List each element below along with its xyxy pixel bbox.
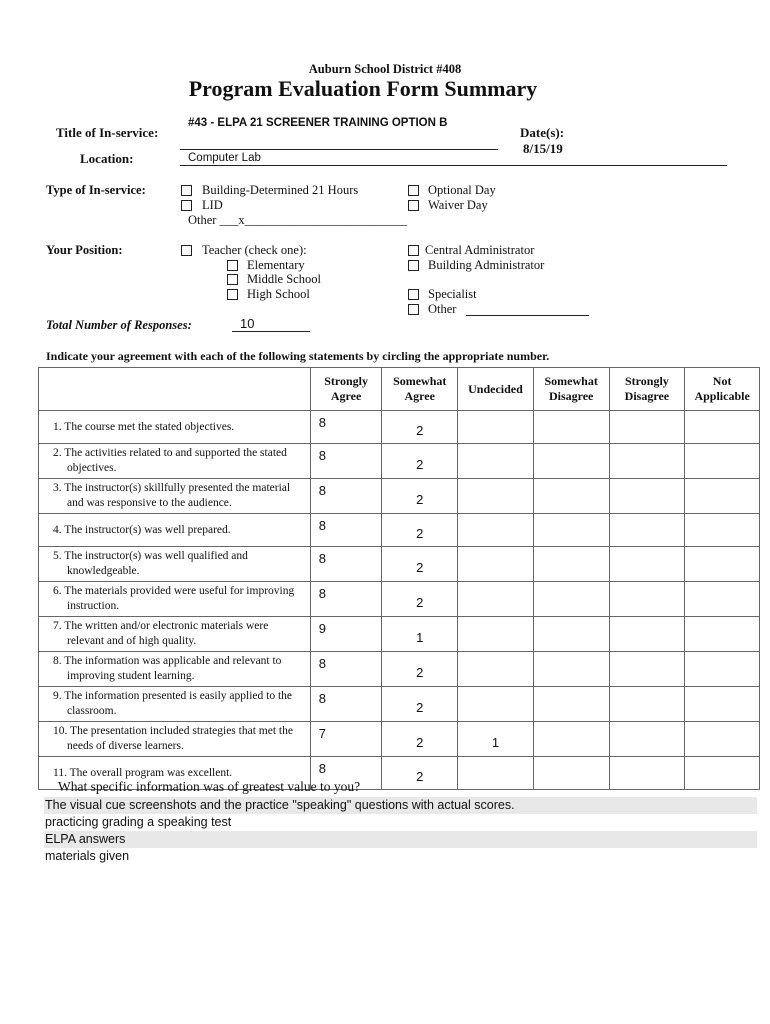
- somewhat-disagree-count: [533, 617, 609, 652]
- title-underline: [180, 149, 498, 150]
- undecided-count: [458, 547, 534, 582]
- strongly-disagree-count: [609, 757, 685, 790]
- position-middle-school: Middle School: [247, 272, 321, 286]
- statement-text: 7. The written and/or electronic materials were relevant and of high quality.: [53, 620, 269, 647]
- evaluation-table: [38, 367, 760, 790]
- responses-label: Total Number of Responses:: [46, 318, 192, 332]
- strongly-disagree-count: [609, 411, 685, 444]
- not-applicable-count: [685, 722, 760, 757]
- not-applicable-count: [685, 444, 760, 479]
- strongly-disagree-count: [609, 722, 685, 757]
- statement-text: 9. The information presented is easily applied to the classroom.: [53, 690, 292, 717]
- strongly-disagree-count: [609, 514, 685, 547]
- statement-text: 6. The materials provided were useful for improving instruction.: [53, 585, 295, 612]
- header-somewhat-disagree: Somewhat Disagree: [533, 368, 609, 411]
- somewhat-disagree-count: [533, 722, 609, 757]
- strongly-agree-count: 8: [310, 687, 382, 722]
- position-high-school: High School: [247, 287, 310, 301]
- table-row: [39, 582, 760, 617]
- checkbox-other-position[interactable]: [408, 304, 419, 315]
- somewhat-disagree-count: [533, 652, 609, 687]
- somewhat-disagree-count: [533, 479, 609, 514]
- statement-text: 1. The course met the stated objectives.: [53, 420, 235, 433]
- somewhat-disagree-count: [533, 687, 609, 722]
- checkbox-waiver-day[interactable]: [408, 200, 419, 211]
- somewhat-agree-count: 2: [382, 722, 458, 757]
- statement-cell: [39, 444, 311, 479]
- checkbox-specialist[interactable]: [408, 289, 419, 300]
- strongly-agree-count: 8: [310, 757, 382, 790]
- checkbox-optional-day[interactable]: [408, 185, 419, 196]
- not-applicable-count: [685, 547, 760, 582]
- header-strongly-disagree: Strongly Disagree: [609, 368, 685, 411]
- table-row: [39, 444, 760, 479]
- undecided-count: 1: [458, 722, 534, 757]
- statement-text: 2. The activities related to and supported the stated objectives.: [53, 447, 287, 474]
- checkbox-building-admin[interactable]: [408, 260, 419, 271]
- header-somewhat-agree: Somewhat Agree: [382, 368, 458, 411]
- responses-underline: [232, 331, 310, 332]
- open-question: What specific information was of greatest value to you?: [58, 779, 361, 794]
- statement-text: 4. The instructor(s) was well prepared.: [53, 523, 231, 536]
- strongly-agree-count: 8: [310, 514, 382, 547]
- somewhat-disagree-count: [533, 444, 609, 479]
- dates-label: Date(s):: [520, 125, 565, 140]
- table-row: [39, 687, 760, 722]
- table-row: [39, 547, 760, 582]
- strongly-disagree-count: [609, 547, 685, 582]
- not-applicable-count: [685, 617, 760, 652]
- somewhat-agree-count: 2: [382, 479, 458, 514]
- page-title: Program Evaluation Form Summary: [188, 76, 538, 101]
- statement-cell: [39, 479, 311, 514]
- undecided-count: [458, 514, 534, 547]
- instruction-text: Indicate your agreement with each of the following statements by circling the appropriate number.: [46, 349, 550, 363]
- undecided-count: [458, 652, 534, 687]
- strongly-disagree-count: [609, 652, 685, 687]
- somewhat-agree-count: 2: [382, 757, 458, 790]
- checkbox-central-admin[interactable]: [408, 245, 419, 256]
- undecided-count: [458, 617, 534, 652]
- table-row: [39, 652, 760, 687]
- statement-cell: [39, 582, 311, 617]
- checkbox-teacher[interactable]: [181, 245, 192, 256]
- position-elementary: Elementary: [247, 258, 305, 272]
- header-undecided: Undecided: [458, 368, 534, 411]
- statement-text: 5. The instructor(s) was well qualified and knowledgeable.: [53, 550, 248, 577]
- strongly-disagree-count: [609, 444, 685, 479]
- inservice-type-label: Type of In-service:: [46, 183, 146, 197]
- answer-4: materials given: [45, 849, 130, 863]
- strongly-disagree-count: [609, 479, 685, 514]
- position-teacher: Teacher (check one):: [202, 243, 307, 257]
- somewhat-disagree-count: [533, 757, 609, 790]
- not-applicable-count: [685, 687, 760, 722]
- undecided-count: [458, 757, 534, 790]
- strongly-disagree-count: [609, 582, 685, 617]
- not-applicable-count: [685, 757, 760, 790]
- undecided-count: [458, 687, 534, 722]
- district-name: Auburn School District #408: [308, 62, 462, 76]
- title-label: Title of In-service:: [56, 125, 159, 140]
- dates-value: 8/15/19: [523, 141, 563, 156]
- checkbox-elementary[interactable]: [227, 260, 238, 271]
- statement-cell: [39, 411, 311, 444]
- option-other-type: Other ___x__________________________: [188, 213, 408, 227]
- table-row: [39, 411, 760, 444]
- somewhat-agree-count: 1: [382, 617, 458, 652]
- undecided-count: [458, 479, 534, 514]
- checkbox-building-determined[interactable]: [181, 185, 192, 196]
- statement-cell: [39, 514, 311, 547]
- table-row: [39, 722, 760, 757]
- statement-cell: [39, 687, 311, 722]
- option-lid: LID: [202, 198, 223, 212]
- strongly-agree-count: 9: [310, 617, 382, 652]
- statement-text: 11. The overall program was excellent.: [53, 766, 233, 779]
- title-value: #43 - ELPA 21 SCREENER TRAINING OPTION B: [188, 117, 448, 129]
- strongly-agree-count: 8: [310, 547, 382, 582]
- undecided-count: [458, 582, 534, 617]
- somewhat-agree-count: 2: [382, 687, 458, 722]
- somewhat-agree-count: 2: [382, 582, 458, 617]
- statement-text: 10. The presentation included strategies that met the needs of diverse learners.: [53, 725, 293, 752]
- header-statement: [39, 368, 311, 411]
- somewhat-disagree-count: [533, 411, 609, 444]
- not-applicable-count: [685, 582, 760, 617]
- not-applicable-count: [685, 514, 760, 547]
- other-position-underline: [466, 315, 589, 316]
- somewhat-disagree-count: [533, 547, 609, 582]
- somewhat-disagree-count: [533, 514, 609, 547]
- somewhat-agree-count: 2: [382, 444, 458, 479]
- statement-cell: [39, 617, 311, 652]
- table-row: [39, 514, 760, 547]
- statement-text: 3. The instructor(s) skillfully presented the material and was responsive to the audience.: [53, 482, 291, 509]
- table-row: [39, 617, 760, 652]
- position-building-admin: Building Administrator: [428, 258, 545, 272]
- location-underline: [180, 165, 727, 166]
- header-strongly-agree: Strongly Agree: [310, 368, 382, 411]
- location-value: Computer Lab: [188, 152, 261, 164]
- somewhat-disagree-count: [533, 582, 609, 617]
- position-label: Your Position:: [46, 243, 123, 257]
- table-row: [39, 479, 760, 514]
- option-waiver-day: Waiver Day: [428, 198, 488, 212]
- somewhat-agree-count: 2: [382, 652, 458, 687]
- strongly-agree-count: 8: [310, 652, 382, 687]
- answer-1: The visual cue screenshots and the practice "speaking" questions with actual scores.: [44, 797, 757, 814]
- option-optional-day: Optional Day: [428, 183, 496, 197]
- checkbox-high-school[interactable]: [227, 289, 238, 300]
- not-applicable-count: [685, 652, 760, 687]
- position-central-admin: Central Administrator: [425, 243, 535, 257]
- undecided-count: [458, 444, 534, 479]
- somewhat-agree-count: 2: [382, 514, 458, 547]
- somewhat-agree-count: 2: [382, 547, 458, 582]
- not-applicable-count: [685, 411, 760, 444]
- strongly-agree-count: 7: [310, 722, 382, 757]
- strongly-agree-count: 8: [310, 411, 382, 444]
- header-not-applicable: Not Applicable: [685, 368, 760, 411]
- undecided-count: [458, 411, 534, 444]
- location-label: Location:: [80, 151, 134, 166]
- checkbox-lid[interactable]: [181, 200, 192, 211]
- strongly-agree-count: 8: [310, 582, 382, 617]
- responses-value: 10: [240, 316, 255, 331]
- strongly-agree-count: 8: [310, 479, 382, 514]
- answer-2: practicing grading a speaking test: [45, 815, 232, 829]
- strongly-disagree-count: [609, 617, 685, 652]
- strongly-agree-count: 8: [310, 444, 382, 479]
- strongly-disagree-count: [609, 687, 685, 722]
- somewhat-agree-count: 2: [382, 411, 458, 444]
- statement-cell: [39, 722, 311, 757]
- answer-3: ELPA answers: [44, 831, 757, 848]
- checkbox-middle-school[interactable]: [227, 274, 238, 285]
- statement-cell: [39, 652, 311, 687]
- statement-text: 8. The information was applicable and relevant to improving student learning.: [53, 655, 282, 682]
- option-building-determined: Building-Determined 21 Hours: [202, 183, 359, 197]
- position-specialist: Specialist: [428, 287, 477, 301]
- position-other: Other: [428, 302, 457, 316]
- statement-cell: [39, 547, 311, 582]
- not-applicable-count: [685, 479, 760, 514]
